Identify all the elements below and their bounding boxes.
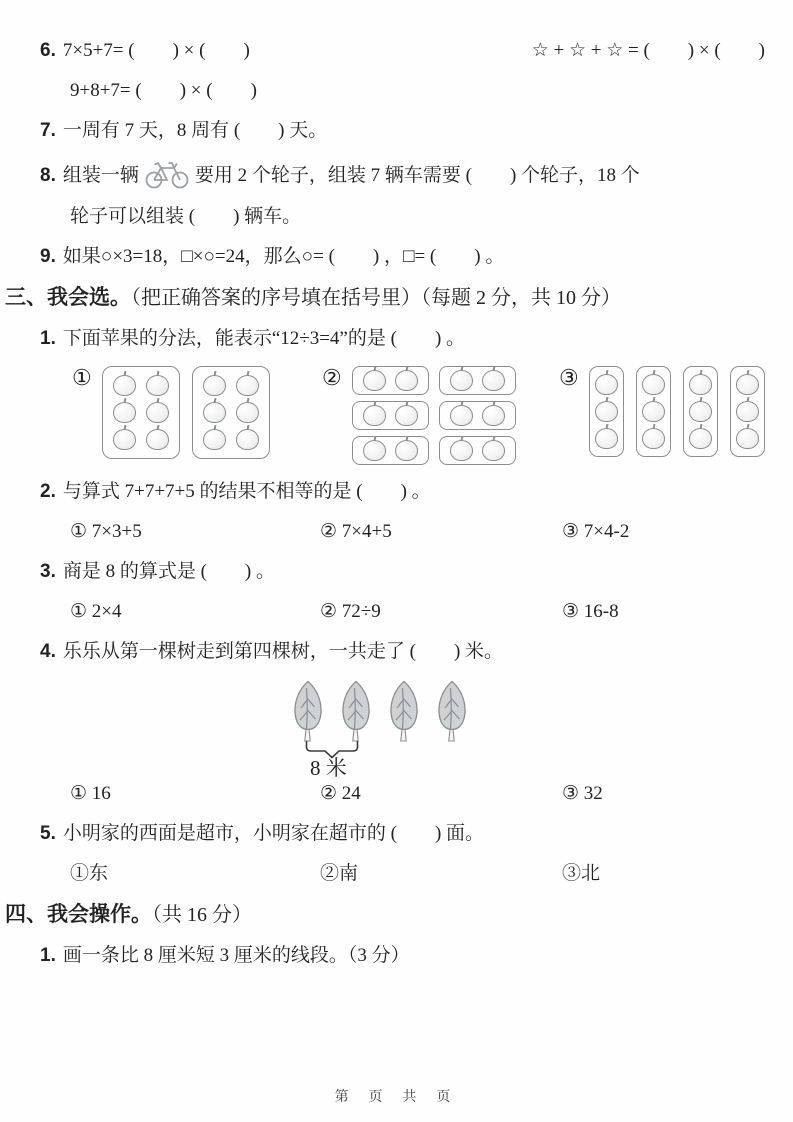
apple-icon [203,429,226,450]
apple-icon [395,405,418,426]
apple-icon [146,429,169,450]
question-text: 乐乐从第一棵树走到第四棵树，一共走了 ( ) 米。 [62,641,504,662]
apple-box [352,366,429,395]
apple-icon [595,374,618,395]
question-number: 3. [40,561,56,582]
apple-box [102,366,180,459]
option-2: ② 24 [320,783,361,804]
question-number: 1. [40,945,56,966]
option-2: ②南 [320,863,359,884]
apple-icon [595,428,618,449]
section-3-heading [5,284,765,312]
option-3: ③北 [562,863,601,884]
apple-group [102,366,270,459]
option-label: ① [72,365,92,390]
question-text: 7×5+7= ( ) × ( ) [62,40,250,61]
apple-icon [450,370,473,391]
operate-question-1 [40,943,765,968]
question-number: 6. [40,40,56,61]
question-6-star-expression: ☆ + ☆ + ☆ = ( ) × ( ) [531,40,765,61]
choice-question-2 [40,479,765,504]
choice-question-5 [40,821,765,846]
question-number: 9. [40,246,56,267]
question-3-options [40,599,765,624]
apple-icon [146,375,169,396]
question-text: 组装一辆 [62,165,139,186]
apple-icon [236,429,259,450]
question-8-line-2 [40,204,765,229]
question-6-line-1 [40,38,765,63]
question-text: 小明家的西面是超市，小明家在超市的 ( ) 面。 [62,823,485,844]
apple-icon [236,402,259,423]
question-6-line-2 [40,78,765,103]
option-3: ③ 32 [562,783,603,804]
apple-icon [642,401,665,422]
question-text: 画一条比 8 厘米短 3 厘米的线段。（3 分） [62,945,410,966]
apple-icon [113,375,136,396]
tree-group [290,679,765,743]
apple-icon [689,374,712,395]
apple-diagram-row [40,366,765,470]
option-1: ① 2×4 [70,601,122,622]
option-2: ② 7×4+5 [320,521,392,542]
question-number: 4. [40,641,56,662]
apple-box [589,366,624,457]
question-9 [40,244,765,269]
apple-box [439,401,516,430]
apple-icon [363,405,386,426]
question-8-line-1 [40,158,765,189]
apple-icon [642,428,665,449]
apple-icon [363,370,386,391]
tree-icon [386,679,422,743]
apple-icon [113,429,136,450]
tree-icon [434,679,470,743]
option-label: ② [322,365,342,390]
question-number: 8. [40,165,56,186]
option-1: ①东 [70,863,109,884]
question-text: 商是 8 的算式是 ( ) 。 [62,561,276,582]
apple-icon [689,401,712,422]
question-number: 7. [40,120,56,141]
option-label: ③ [559,365,579,390]
apple-icon [395,440,418,461]
question-2-options [40,519,765,544]
apple-icon [203,402,226,423]
question-text: 一周有 7 天，8 周有 ( ) 天。 [62,120,328,141]
section-4-subtitle: （共 16 分） [152,904,252,926]
question-7 [40,118,765,143]
option-3: ③ 7×4-2 [562,521,630,542]
choice-question-3 [40,559,765,584]
question-text: 与算式 7+7+7+5 的结果不相等的是 ( ) 。 [62,481,431,502]
question-5-options [40,861,765,886]
apple-icon [146,402,169,423]
apple-option [559,366,765,457]
apple-icon [236,375,259,396]
distance-label: 8 米 [310,756,347,780]
option-2: ② 72÷9 [320,601,381,622]
apple-icon [482,405,505,426]
apple-icon [482,370,505,391]
apple-icon [395,370,418,391]
option-3: ③ 16-8 [562,601,619,622]
choice-question-4 [40,639,765,664]
apple-icon [595,401,618,422]
section-3-subtitle: （把正确答案的序号填在括号里）（每题 2 分，共 10 分） [131,287,621,309]
apple-group [352,366,516,465]
apple-icon [450,405,473,426]
bicycle-icon [144,158,190,189]
apple-box [352,436,429,465]
apple-box [439,436,516,465]
question-text: 要用 2 个轮子，组装 7 辆车需要 ( ) 个轮子，18 个 [194,165,640,186]
apple-icon [363,440,386,461]
apple-icon [113,402,136,423]
page-footer: 第 页 共 页 [334,1088,459,1104]
apple-box [730,366,765,457]
apple-option [72,366,322,459]
apple-icon [642,374,665,395]
apple-box [352,401,429,430]
apple-option [322,366,559,465]
section-4-title: 四、我会操作。 [5,903,152,926]
option-1: ① 16 [70,783,111,804]
question-text: 如果○×3=18，□×○=24，那么○= ( ) ，□= ( ) 。 [62,246,505,267]
apple-icon [482,440,505,461]
question-6-left [40,38,250,63]
question-text: 轮子可以组装 ( ) 辆车。 [70,206,302,227]
option-1: ① 7×3+5 [70,521,142,542]
question-text: 9+8+7= ( ) × ( ) [70,80,257,101]
tree-icon [290,679,326,743]
apple-icon [689,428,712,449]
tree-icon [338,679,374,743]
apple-box [683,366,718,457]
apple-group [589,366,765,457]
apple-icon [736,401,759,422]
section-4-heading [5,901,765,929]
apple-box [439,366,516,395]
apple-box [636,366,671,457]
apple-icon [736,374,759,395]
question-number: 1. [40,328,56,349]
question-number: 5. [40,823,56,844]
tree-diagram [290,679,765,781]
question-number: 2. [40,481,56,502]
choice-question-1 [40,326,765,351]
question-4-options [40,781,765,806]
apple-icon [450,440,473,461]
apple-box [192,366,270,459]
section-3-title: 三、我会选。 [5,286,131,309]
question-text: 下面苹果的分法，能表示“12÷3=4”的是 ( ) 。 [62,328,466,349]
apple-icon [736,428,759,449]
apple-icon [203,375,226,396]
